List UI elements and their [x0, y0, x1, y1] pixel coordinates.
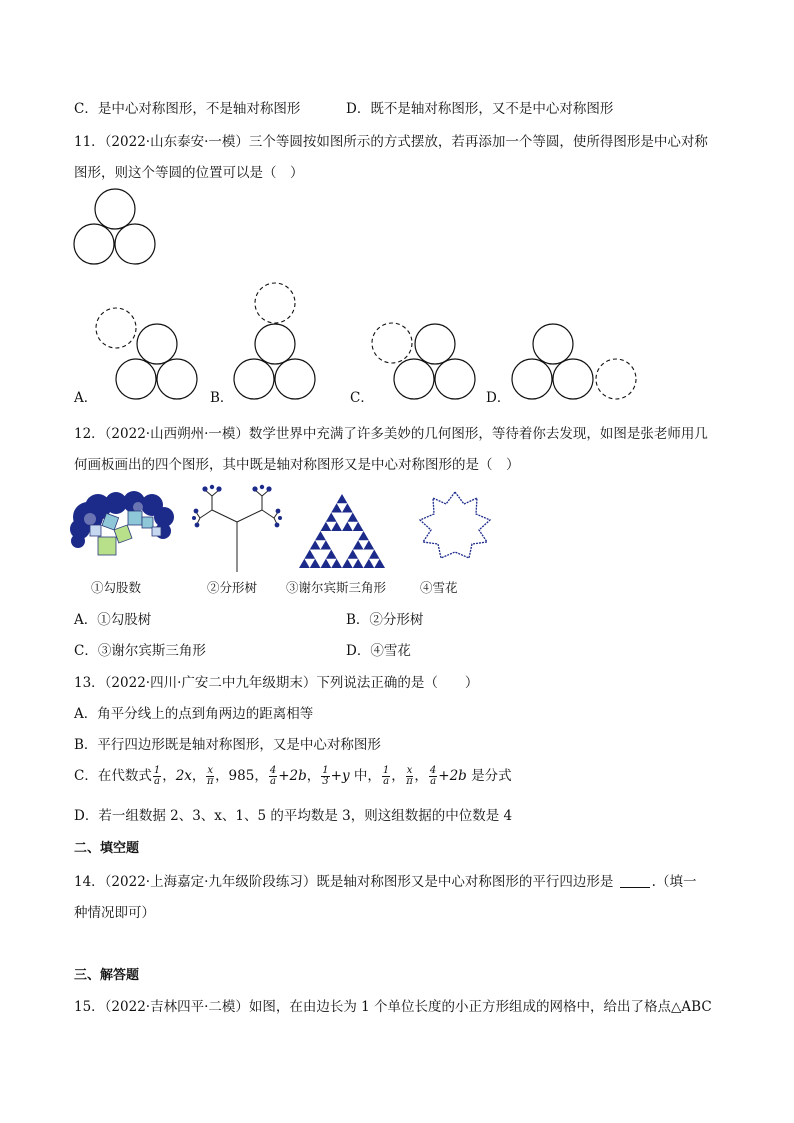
q12-stem-line2: 何画板画出的四个图形，其中既是轴对称图形又是中心对称图形的是（ ） [74, 457, 520, 473]
koch-snowflake-figure [410, 488, 500, 568]
q11-option-a-figure[interactable] [94, 302, 204, 402]
q13-option-c-prefix: C．在代数式 [74, 768, 152, 784]
q13-stem: 13．（2022·四川·广安二中九年级期末）下列说法正确的是（ ） [74, 675, 479, 691]
q12-stem-line1: 12．（2022·山西朔州·一模）数学世界中充满了许多美妙的几何图形，等待着你去发现，如图是张老师用几 [74, 426, 708, 442]
q14-answer-blank[interactable] [620, 873, 650, 888]
q12-option-a[interactable]: A．①勾股树 [74, 612, 152, 628]
q10-option-c: C．是中心对称图形，不是轴对称图形 [74, 101, 301, 117]
q11-stem-line2: 图形，则这个等圆的位置可以是（ ） [74, 165, 304, 181]
q13-option-c[interactable]: C．在代数式 $\frac{1}{a}$ ，2x， $\frac{x}{\pi}$ ，985， $\frac{4}{a}$ +2b， $\frac{1}{3}$ +y 中， $\frac{1}{a}$ ， $\frac{x}{\pi}$ ， $\frac{4}{a}$ +2b 是分式 [74, 765, 512, 787]
math-frac-1-over-3: $\frac{1}{3}$ [322, 765, 329, 787]
q11-option-b-label[interactable]: B． [210, 390, 234, 406]
caption-figure-2: ②分形树 [207, 580, 258, 595]
q11-option-a-label[interactable]: A． [74, 390, 98, 406]
math-frac-4-over-a: $\frac{4}{a}$ [269, 765, 277, 787]
q14-part1: 14．（2022·上海嘉定·九年级阶段练习）既是轴对称图形又是中心对称图形的平行四边形是 [74, 874, 614, 890]
q11-option-d-figure[interactable] [510, 302, 650, 402]
fractal-tree-figure [192, 484, 282, 574]
q11-option-c-label[interactable]: C． [350, 390, 374, 406]
q11-option-c-figure[interactable] [370, 302, 480, 402]
q13-option-b[interactable]: B．平行四边形既是轴对称图形，又是中心对称图形 [74, 737, 381, 753]
q13-option-a[interactable]: A．角平分线上的点到角两边的距离相等 [74, 706, 314, 722]
pythagoras-tree-figure [68, 487, 178, 567]
caption-figure-1: ①勾股数 [91, 580, 142, 595]
q14-part2: .（填一 [651, 874, 697, 890]
math-frac-1-over-a: $\frac{1}{a}$ [153, 765, 161, 787]
math-frac-1-over-a-2: $\frac{1}{a}$ [382, 765, 390, 787]
q11-option-d-label[interactable]: D． [486, 390, 511, 406]
q11-option-b-figure[interactable] [233, 282, 333, 402]
q12-option-b[interactable]: B．②分形树 [346, 612, 424, 628]
caption-figure-3: ③谢尔宾斯三角形 [286, 580, 387, 595]
q12-option-d[interactable]: D．④雪花 [346, 643, 411, 659]
q11-stem-line1: 11．（2022·山东泰安·一模）三个等圆按如图所示的方式摆放，若再添加一个等圆，使所得图形是中心对称 [74, 134, 708, 150]
q13-option-d[interactable]: D．若一组数据 2、3、x、1、5 的平均数是 3，则这组数据的中位数是 4 [74, 808, 513, 824]
q11-figure-three-circles [70, 188, 190, 273]
sierpinski-triangle-figure [297, 492, 387, 572]
math-frac-4-over-a-2: $\frac{4}{a}$ [429, 765, 437, 787]
section-heading-fill-in: 二、填空题 [74, 841, 140, 856]
q14-line1 [74, 872, 696, 892]
q10-option-d: D．既不是轴对称图形，又不是中心对称图形 [346, 101, 614, 117]
section-heading-answer: 三、解答题 [74, 968, 140, 983]
math-frac-x-over-pi: $\frac{x}{\pi}$ [206, 765, 214, 787]
q14-line2: 种情况即可） [74, 905, 155, 921]
q13-option-c-suffix: 是分式 [471, 768, 512, 784]
math-frac-x-over-pi-2: $\frac{x}{\pi}$ [406, 765, 413, 787]
q15-line1: 15．（2022·吉林四平·二模）如图，在由边长为 1 个单位长度的小正方形组成的网格中，给出了格点△ABC [74, 999, 712, 1015]
caption-figure-4: ④雪花 [420, 580, 458, 595]
q12-option-c[interactable]: C．③谢尔宾斯三角形 [74, 643, 206, 659]
